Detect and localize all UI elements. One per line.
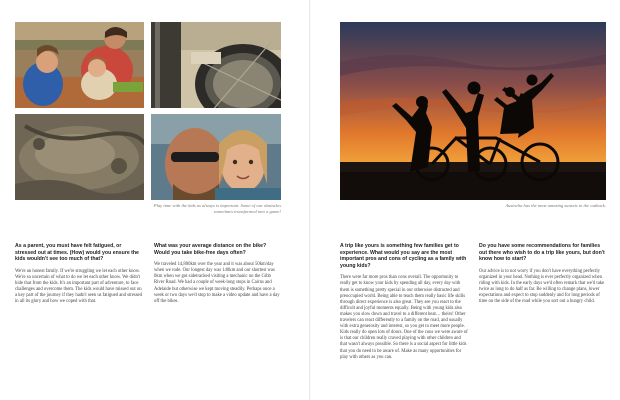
page-gutter [309, 0, 311, 400]
photo-caption-right: Australia has the most amazing sunsets in the outback. [505, 203, 606, 208]
family-resting-photo [15, 22, 144, 108]
interview-column-4 [479, 243, 607, 305]
muddy-track-photo [15, 114, 144, 200]
interview-question: As a parent, you must have felt fatigued, or stressed out at times. (How) would you ensure the kids wouldn't see too much of that? [15, 243, 139, 263]
interview-answer: There were far more pros than cons overall. The opportunity to really get to know your kids by spending all day, every day with them is something pretty special in our otherwise distracted and preoccupied world. Being able to teach them really basic life skills through direct experience is also great. They see you react to the difficult and joyful moments equally. Being with young kids also makes you slow down and travel to a different beat… theirs! Other travelers can react differently to a family on the road, and usually with extra generosity and interest, so you get to meet more people. Kids really do open lots of doors. One of the cons we were aware of is that our children really craved playing with other children and that wasn't always possible. So there is a social aspect for little kids that you do need to be aware of. Make as many opportunities for play with others as you can. [340, 275, 468, 360]
photo-caption-left: Play time with the kids as always is important. Some of our obstacles sometimes transformed into a game! [153, 203, 281, 214]
interview-answer: Our advice is to not worry if you don't have everything perfectly organized in your head. Nothing is ever perfectly organized when riding with kids. In the early days we'd often remark that we'd take twice as long to do half as far. Be willing to change plans, lower expectations and expect to stop suddenly and for long periods of time on the side of the road while you sort out a hungry child. [479, 268, 605, 305]
interview-answer: We're an honest family. If we're struggling we let each other know. We're so uncertain of what to do we let each other know. We didn't hide that from the kids. It's an important part of adventure, to face challenges and overcome them. The kids would have missed out on a key part of the journey if they hadn't seen us fatigued and stressed in all its glory and how we coped with that. [15, 268, 142, 305]
interview-answer: We traveled 14,800km over the year and it was about 50km/day when we rode. Our longest day was 140km and our shortest was 0km when we got sidetracked visiting a mechanic on the Gibb River Road. We had a couple of week-long stops in Cairns and Adelaide but otherwise we kept moving steadily. Perhaps once a week or two days we'd stop to make a video update and have a day off the bikes. [154, 262, 280, 304]
interview-column-1 [15, 243, 143, 305]
interview-column-3 [340, 243, 468, 361]
father-daughter-selfie-photo [151, 114, 281, 200]
interview-column-2 [154, 243, 282, 305]
interview-question: Do you have some recommendations for families out there who wish to do a trip like yours, but don't know how to start? [479, 243, 605, 263]
interview-question: What was your average distance on the bike? Would you take bike-free days often? [154, 243, 267, 256]
sunset-silhouette-photo [340, 22, 606, 200]
interview-question: A trip like yours is something few families get to experience. What would you say are the most important pros and cons of cycling as a family with young kids? [340, 243, 467, 269]
bike-tyre-photo [151, 22, 281, 108]
